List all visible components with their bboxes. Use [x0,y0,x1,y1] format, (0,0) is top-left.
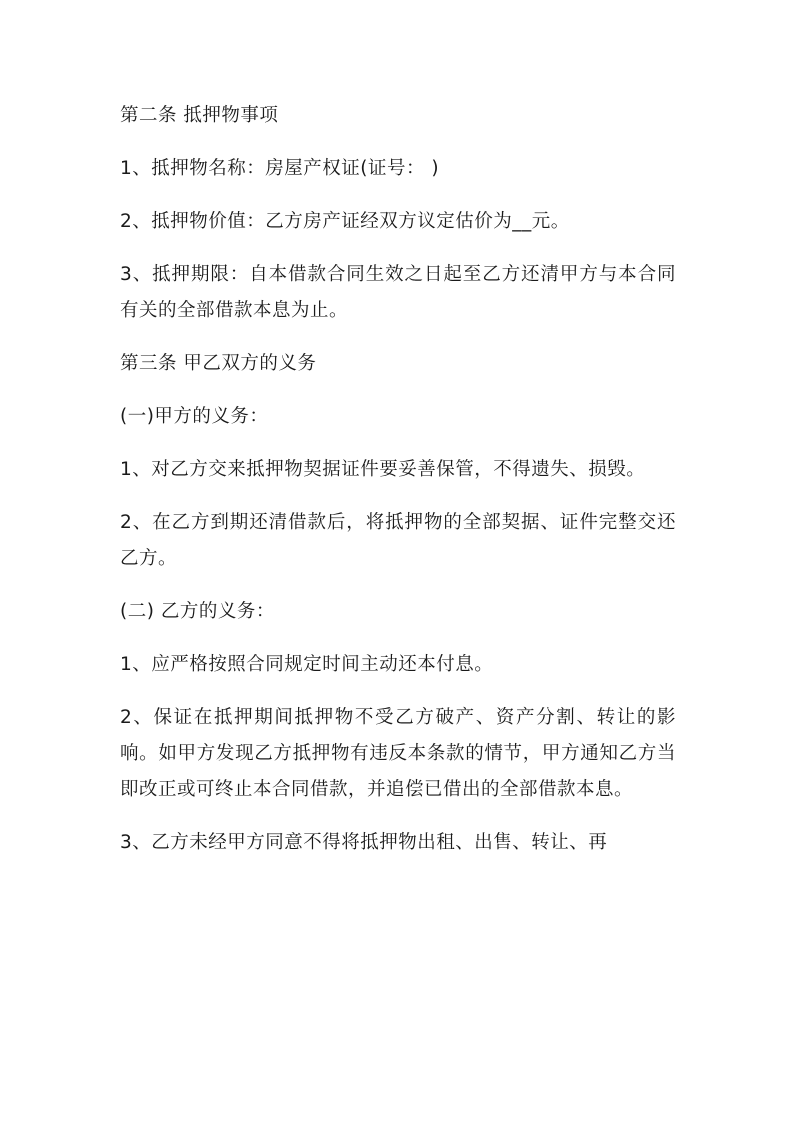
section-heading-article-2: 第二条 抵押物事项 [120,105,279,126]
clause-mortgage-term: 3、抵押期限：自本借款合同生效之日起至乙方还清甲方与本合同有关的全部借款本息为止。 [120,264,676,321]
clause-party-b-3: 3、乙方未经甲方同意不得将抵押物出租、出售、转让、再 [120,832,608,853]
clause-party-a-2: 2、在乙方到期还清借款后，将抵押物的全部契据、证件完整交还乙方。 [120,512,676,569]
clause-collateral-value: 2、抵押物价值：乙方房产证经双方议定估价为__元。 [120,211,570,232]
clause-party-b-2: 2、保证在抵押期间抵押物不受乙方破产、资产分割、转让的影响。如甲方发现乙方抵押物有违反本条款的情节，甲方通知乙方当即改正或可终止本合同借款，并追偿已借出的全部借款本息。 [120,707,676,800]
clause-party-b-1: 1、应严格按照合同规定时间主动还本付息。 [120,654,494,675]
clause-party-a-1: 1、对乙方交来抵押物契据证件要妥善保管，不得遗失、损毁。 [120,459,646,480]
subheading-party-a-obligations: (一)甲方的义务： [120,406,269,427]
document-body [120,98,676,878]
subheading-party-b-obligations: (二) 乙方的义务： [120,601,275,622]
section-heading-article-3: 第三条 甲乙双方的义务 [120,353,317,374]
clause-collateral-name: 1、抵押物名称：房屋产权证(证号： ) [120,158,440,179]
